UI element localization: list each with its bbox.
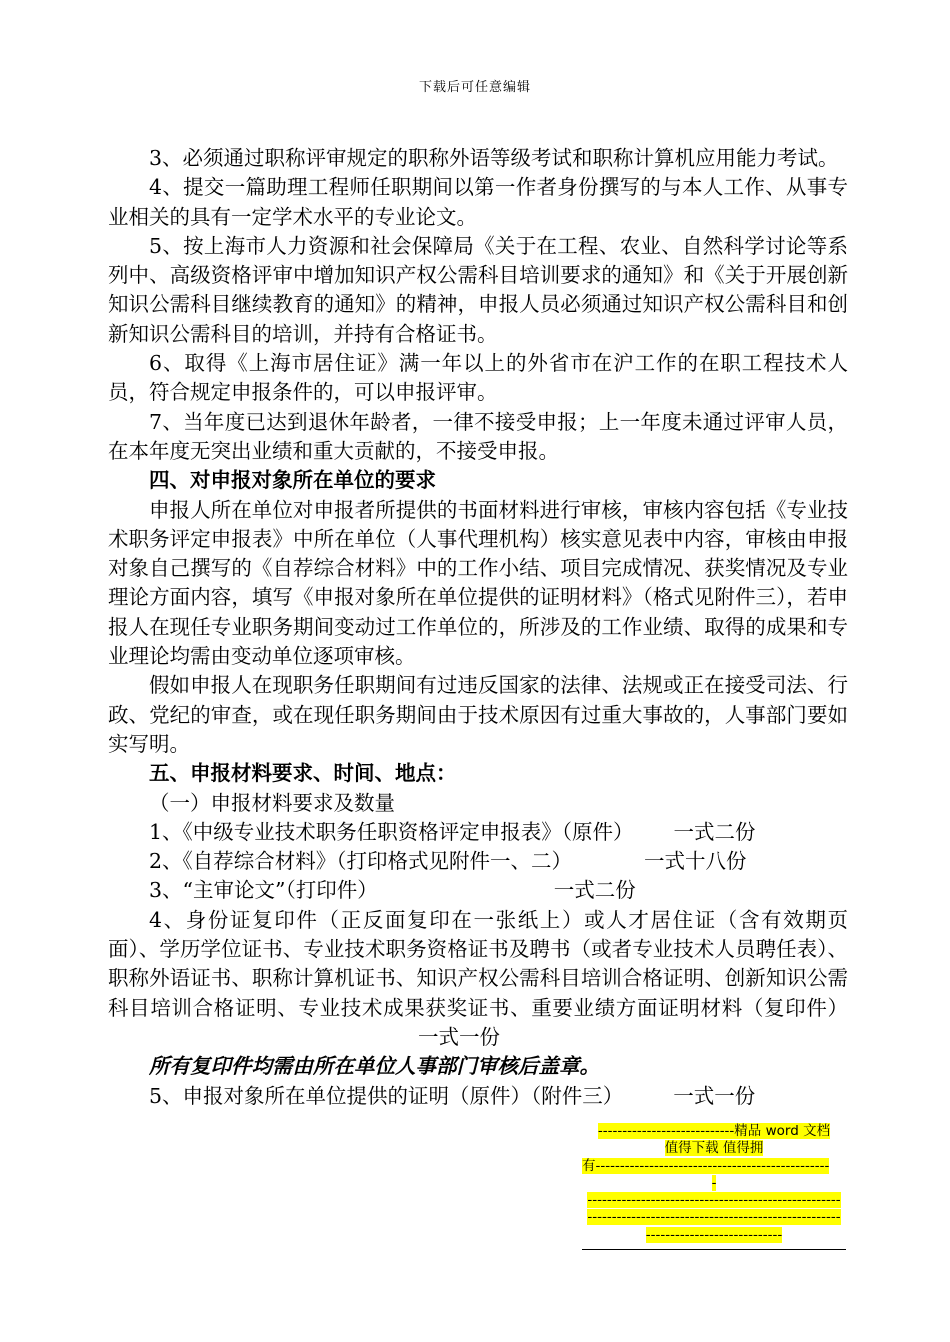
material-item-1 bbox=[108, 818, 848, 847]
watermark-line: ----------------------------精品 word 文档 bbox=[597, 1123, 831, 1139]
watermark-note bbox=[582, 1123, 846, 1244]
section-heading-5: 五、申报材料要求、时间、地点： bbox=[149, 761, 457, 786]
material-item-4 bbox=[108, 906, 848, 1052]
section-heading-4: 四、对申报对象所在单位的要求 bbox=[149, 468, 436, 493]
paragraph-unit-review: 申报人所在单位对申报者所提供的书面材料进行审核，审核内容包括《专业技术职务评定申报表》中所在单位（人事代理机构）核实意见表中内容，审核由申报对象自己撰写的《自荐综合材料》中的工作小结、项目完成情况、获奖情况及专业理论方面内容，填写《申报对象所在单位提供的证明材料》（格式见附件三），若申报人在现任专业职务期间变动过工作单位的，所涉及的工作业绩、取得的成果和专业理论均需由变动单位逐项审核。 bbox=[108, 497, 848, 669]
material-item-3 bbox=[108, 876, 848, 905]
paragraph-requirement-6: 6、取得《上海市居住证》满一年以上的外省市在沪工作的在职工程技术人员，符合规定申报条件的，可以申报评审。 bbox=[108, 351, 848, 405]
material-item-qty: 一式十八份 bbox=[644, 849, 747, 874]
page-header: 下载后可任意编辑 bbox=[418, 80, 531, 95]
watermark-line: ---------------------------------------------------- bbox=[587, 1209, 841, 1226]
watermark-line: - bbox=[711, 1174, 717, 1191]
material-item-qty: 一式二份 bbox=[553, 878, 636, 903]
material-item-qty: 一式一份 bbox=[418, 1024, 500, 1049]
material-item-label: 5、申报对象所在单位提供的证明（原件）（附件三） bbox=[149, 1083, 624, 1108]
paragraph-requirement-4: 4、提交一篇助理工程师任职期间以第一作者身份撰写的与本人工作、从事专业相关的具有一定学术水平的专业论文。 bbox=[108, 175, 848, 229]
watermark-line: 有------------------------------------------------ bbox=[582, 1157, 830, 1174]
paragraph-requirement-7: 7、当年度已达到退休年龄者，一律不接受申报；上一年度未通过评审人员，在本年度无突出业绩和重大贡献的，不接受申报。 bbox=[108, 409, 848, 463]
material-item-qty: 一式二份 bbox=[673, 819, 756, 844]
divider-line bbox=[582, 1249, 846, 1250]
watermark-line: 值得下载 值得拥 bbox=[664, 1140, 764, 1157]
watermark-line: ---------------------------------------------------- bbox=[587, 1192, 841, 1209]
material-item-qty: 一式一份 bbox=[673, 1083, 756, 1108]
material-item-label: 2、《自荐综合材料》（打印格式见附件一、二） bbox=[149, 849, 573, 874]
document-body bbox=[108, 144, 848, 1111]
material-item-label: 1、《中级专业技术职务任职资格评定申报表》（原件） bbox=[149, 819, 634, 844]
paragraph-requirement-3: 3、必须通过职称评审规定的职称外语等级考试和职称计算机应用能力考试。 bbox=[149, 146, 839, 170]
material-item-5 bbox=[108, 1082, 848, 1111]
paragraph-violations: 假如申报人在现职务任职期间有过违反国家的法律、法规或正在接受司法、行政、党纪的审查，或在现任职务期间由于技术原因有过重大事故的，人事部门要如实写明。 bbox=[108, 673, 848, 756]
copy-stamp-note: 所有复印件均需由所在单位人事部门审核后盖章。 bbox=[149, 1054, 600, 1079]
material-item-label: 4、身份证复印件（正反面复印在一张纸上）或人才居住证（含有效期页面）、学历学位证书、专业技术职务资格证书及聘书（或者专业技术人员聘任表）、职称外语证书、职称计算机证书、知识产权公需科目培训合格证明、创新知识公需科目培训合格证明、专业技术成果获奖证书、重要业绩方面证明材料（复印件） bbox=[108, 907, 848, 1020]
paragraph-requirement-5: 5、按上海市人力资源和社会保障局《关于在工程、农业、自然科学讨论等系列中、高级资格评审中增加知识产权公需科目培训要求的通知》和《关于开展创新知识公需科目继续教育的通知》的精神，申报人员必须通过知识产权公需科目和创新知识公需科目的培训，并持有合格证书。 bbox=[108, 233, 848, 346]
material-item-label: 3、“主审论文”（打印件） bbox=[149, 878, 378, 903]
watermark-line: ---------------------------- bbox=[645, 1226, 783, 1243]
material-item-2 bbox=[108, 847, 848, 876]
subsection-heading-1: （一）申报材料要求及数量 bbox=[149, 790, 395, 815]
